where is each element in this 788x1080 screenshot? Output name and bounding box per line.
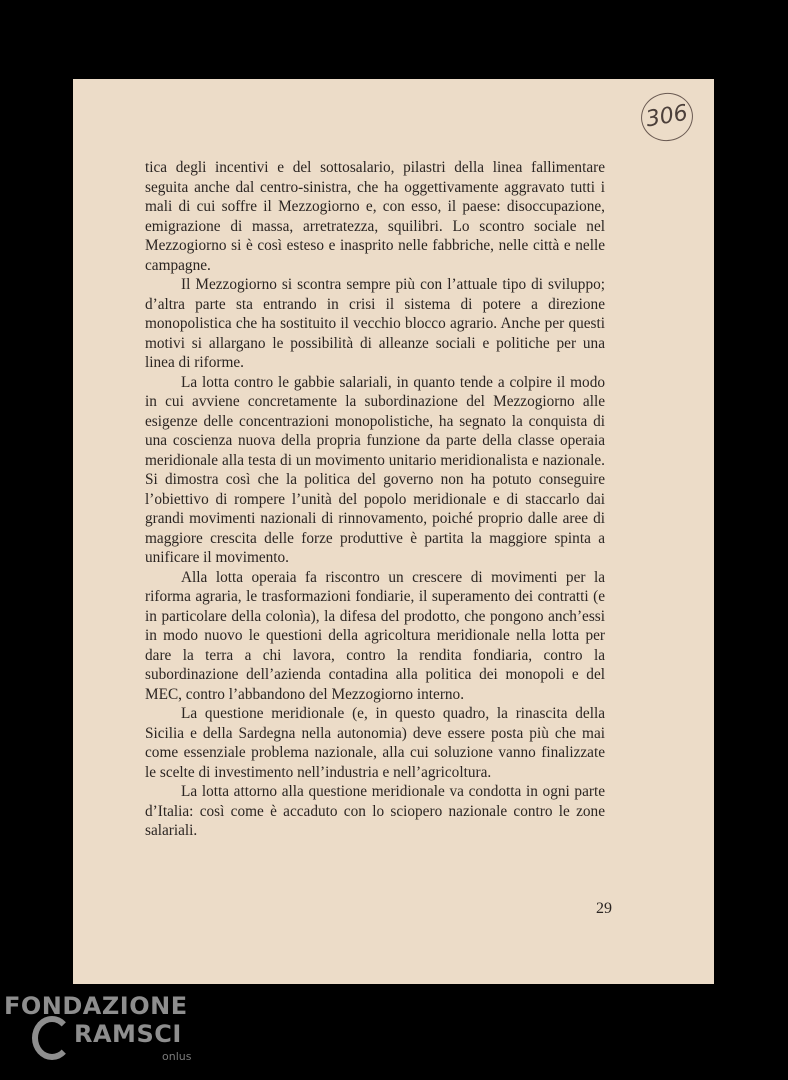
paragraph: La lotta attorno alla questione meridionale va condotta in ogni parte d’Italia: così come è accaduto con lo sciopero nazionale contro le zone salariali. — [145, 783, 605, 839]
logo-line-2: RAMSCI — [74, 1020, 182, 1048]
paragraph: tica degli incentivi e del sottosalario, pilastri della linea fallimentare seguita anche dal centro-sinistra, che ha oggettivamente aggravato tutti i mali di cui soffre il Mezzogiorno e, con esso, il paese: disoccupazione, emigrazione di massa, arretratezza, squilibri. Lo scontro sociale nel Mezzogiorno si è così esteso e inasprito nelle fabbriche, nelle città e nelle campagne. — [145, 159, 605, 274]
paragraph: La questione meridionale (e, in questo quadro, la rinascita della Sicilia e della Sardegna nella autonomia) deve essere posta più che mai come essenziale problema nazionale, alla cui soluzione vanno finalizzate le scelte di investimento nell’industria e nell’agricoltura. — [145, 705, 605, 781]
paragraph: Il Mezzogiorno si scontra sempre più con l’attuale tipo di sviluppo; d’altra parte sta entrando in crisi il sistema di potere a direzione monopolistica che ha sostituito il vecchio blocco agrario. Anche per questi motivi si allargano le possibilità di alleanze sociali e politiche per una linea di riforme. — [145, 276, 605, 371]
logo-g-icon — [32, 1016, 72, 1060]
paragraph: Alla lotta operaia fa riscontro un crescere di movimenti per la riforma agraria, le trasformazioni fondiarie, il superamento dei contratti (e in particolare della colonìa), la difesa del prodotto, che pongono anch’essi in modo nuovo le questioni della agricoltura meridionale nella lotta per dare la terra a chi lavora, contro la rendita fondiaria, contro la subordinazione dell’azienda contadina alla politica dei monopoli e del MEC, contro l’abbandono del Mezzogiorno interno. — [145, 568, 605, 703]
logo-suffix: onlus — [162, 1050, 192, 1063]
fondazione-gramsci-logo — [2, 990, 202, 1070]
handwritten-page-annotation: 306 — [637, 89, 697, 145]
body-text — [145, 158, 605, 841]
paragraph: La lotta contro le gabbie salariali, in quanto tende a colpire il modo in cui avviene concretamente la subordinazione del Mezzogiorno alle esigenze delle concentrazioni monopolistiche, ha segnato la conquista di una coscienza nuova della propria funzione da parte della classe operaia meridionale alla testa di un movimento unitario meridionalista e nazionale. Si dimostra così che la politica del governo non ha potuto conseguire l’obiettivo di rompere l’unità del popolo meridionale e di staccarlo dai grandi movimenti nazionali di rinnovamento, poiché proprio dalle aree di maggiore crescita delle forze produttive è partita la maggiore spinta a unificare il movimento. — [145, 373, 605, 566]
page-number: 29 — [596, 900, 612, 917]
logo-line-1: FONDAZIONE — [4, 992, 188, 1020]
